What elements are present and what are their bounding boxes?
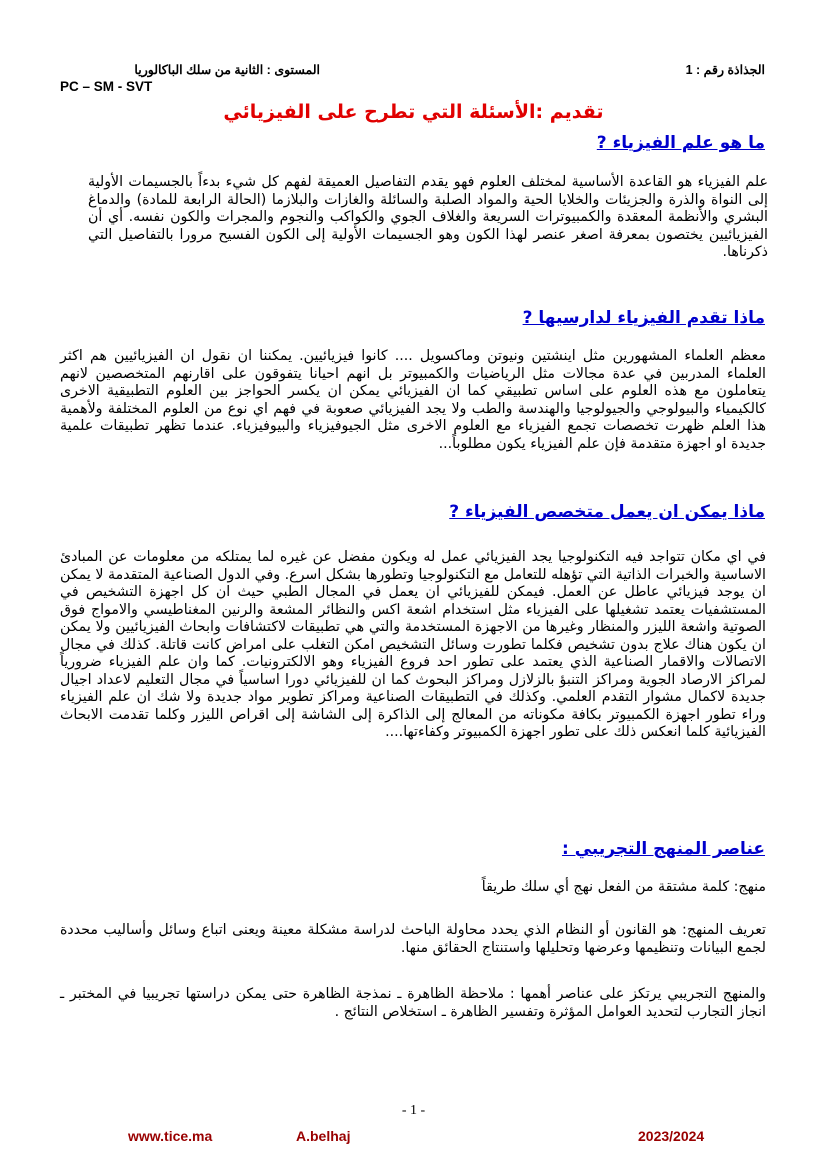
section-paragraph: منهج: كلمة مشتقة من الفعل نهج أي سلك طريقاً [481, 879, 766, 895]
section-paragraph: علم الفيزياء هو القاعدة الأساسية لمختلف العلوم فهو يقدم التفاصيل العميقة لفهم كل شيء بدءاً بالجسيمات الأولية إلى النواة والذرة والجزيئات والخلايا الحية والمواد الصلبة والسائلة والغازات والبلازما (الحالة الرابعة للمادة) والدماغ البشري والأنظمة المعقدة والكمبيوترات السريعة والغلاف الجوي والكواكب والنجوم والمجرات والكون نفسه. أي أن الفيزيائيين يختصون بمعرفة اصغر عنصر لهذا الكون وهو الجسيمات الأولية إلى الكون الفسيح مرورا بالتفاصيل التي ذكرناها. [88, 174, 768, 260]
section-heading-what-is-physics: ما هو علم الفيزياء ? [596, 133, 765, 153]
footer-website: www.tice.ma [128, 1128, 213, 1144]
section-heading-physics-careers: ماذا يمكن ان يعمل متخصص الفيزياء ? [449, 502, 765, 522]
page-number: - 1 - [401, 1103, 426, 1118]
footer-author: A.belhaj [296, 1128, 351, 1144]
sheet-number: الجذاذة رقم : 1 [685, 63, 765, 77]
level-label: المستوى : الثانية من سلك الباكالوريا [134, 63, 320, 77]
footer-year: 2023/2024 [638, 1128, 705, 1144]
section-heading-what-physics-offers: ماذا تقدم الفيزياء لدارسيها ? [522, 308, 765, 328]
section-paragraph: والمنهج التجريبي يرتكز على عناصر أهمها : ملاحظة الظاهرة ـ نمذجة الظاهرة حتى يمكن دراستها تجريبيا في المختبر ـ انجاز التجارب لتحديد العوامل المؤثرة وتفسير الظاهرة ـ استخلاص النتائج . [60, 986, 766, 1020]
section-heading-experimental-method: عناصر المنهج التجريبي : [561, 839, 765, 859]
page-title: تقديم :الأسئلة التي تطرح على الفيزيائي [223, 101, 604, 123]
section-paragraph: في اي مكان تتواجد فيه التكنولوجيا يجد الفيزيائي عمل له ويكون مفضل عن غيره لما يمتلكه من معلومات عن المبادئ الاساسية والخبرات الذاتية التي تؤهله للتعامل مع التكنولوجيا وتطورها بشكل اسرع. وفي الدول الصناعية المتقدمة لا يمكن ان يوجد فيزيائي عاطل عن العمل. فيمكن للفيزيائي ان يعمل في المجال الطبي حيث ان كل اجهزة التشخيص في المستشفيات يعتمد تشغيلها على الفيزياء مثل استخدام اشعة اكس والنظائر المشعة والرنين المغناطيسي والامواج فوق الصوتية واشعة الليزر والمنظار وغيرها من الاجهزة المستخدمة والتي هي تطبيقات لاكتشافات وابحاث الفيزيائيين ولا يمكن ان يكون هناك علاج بدون تشخيص فكلما تطورت وسائل التشخيص امكن التغلب على امراض كانت قاتلة. كذلك في مجال الاتصالات والاقمار الصناعية الذي يعتمد على تطور احد فروع الفيزياء وهو الالكترونيات. كما وان علم الفيزياء ضرورياً لمراكز الارصاد الجوية ومراكز التنبؤ بالزلازل ومراكز البحوث كما ان للفيزيائي دورا اساسياً في مجال التعليم لاعداد اجيال جديدة لاكمال مشوار التقدم العلمي. وكذلك في التطبيقات الصناعية ومراكز تطوير مواد جديدة ولا شك ان علم الفيزياء وراء تطور اجهزة الكمبيوتر بكافة مكوناته من المعالج إلى الذاكرة إلى الشاشة إلى اقراص الليزر وكلما تقدمت الابحاث الفيزيائية كلما انعكس ذلك على تطور اجهزة الكمبيوتر وكفاءتها.... [60, 549, 766, 740]
section-paragraph: معظم العلماء المشهورين مثل اينشتين ونيوتن وماكسويل .... كانوا فيزيائيين. يمكننا ان نقول ان الفيزيائيين هم اكثر العلماء المدربين في عدة مجالات مثل الرياضيات والكمبيوتر بل انهم احيانا يتفوقون على اقارنهم المتخصصين لانهم يتعاملون مع هذه العلوم على اساس تطبيقي كما ان الفيزيائي يمكن ان يكسر الحواجز بين العلوم التطبيقية الاخرى كالكيمياء والبيولوجي والجيولوجيا والهندسة والطب ولا يجد الفيزيائي صعوبة في فهم اي نوع من العلوم المختلفة ولأهمية هذا العلم ظهرت تخصصات تجمع الفيزياء مع العلوم الاخرى مثل الجيوفيزياء والبيوفيزياء. عندما تظهر تطبيقات علمية جديدة او اجهزة متقدمة فإن علم الفيزياء يكون مطلوباً... [60, 348, 766, 452]
section-paragraph: تعريف المنهج: هو القانون أو النظام الذي يحدد محاولة الباحث لدراسة مشكلة معينة ويعنى اتباع وسائل وأساليب محددة لجمع البيانات وتنظيمها وعرضها وتحليلها واستنتاج الحقائق منها. [60, 922, 766, 956]
streams-label: PC – SM - SVT [60, 79, 153, 94]
